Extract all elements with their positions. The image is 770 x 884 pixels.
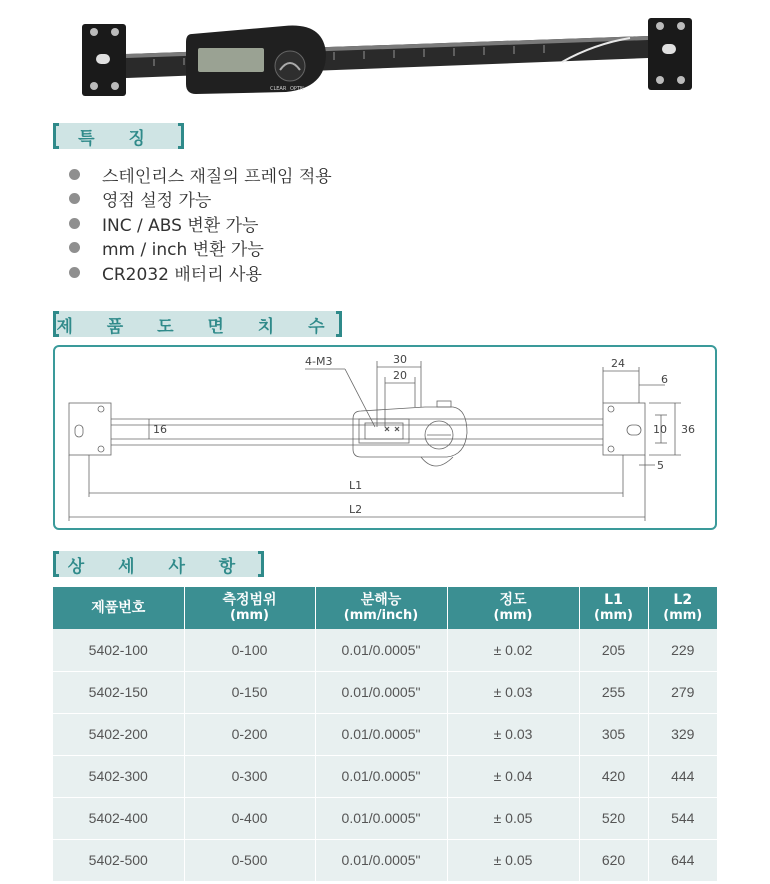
table-row: 5402-150 0-150 0.01/0.0005" ± 0.03 255 279 — [53, 671, 717, 713]
bullet-icon — [69, 193, 80, 204]
feature-item: CR2032 배터리 사용 — [64, 260, 332, 285]
spec-table-header — [53, 587, 717, 629]
feature-item: mm / inch 변환 가능 — [64, 236, 332, 261]
bullet-icon — [69, 242, 80, 253]
dim-24-label: 24 — [611, 357, 625, 370]
drawing-section-header — [53, 311, 342, 337]
dim-20-label: 20 — [393, 369, 407, 382]
svg-text:OPTN: OPTN — [290, 86, 304, 92]
table-row: 5402-500 0-500 0.01/0.0005" ± 0.05 620 644 — [53, 839, 717, 881]
dim-36-label: 36 — [681, 423, 695, 436]
col-l2: L2 (mm) — [648, 587, 717, 629]
col-model: 제품번호 — [53, 587, 184, 629]
dim-10-label: 10 — [653, 423, 667, 436]
dim-l1-label: L1 — [349, 479, 363, 492]
zero-button — [275, 51, 305, 81]
dim-5-label: 5 — [657, 459, 664, 472]
dimension-drawing — [55, 347, 715, 528]
col-range: 측정범위 (mm) — [184, 587, 315, 629]
features-title: 특 징 — [78, 128, 159, 149]
product-photo — [74, 14, 698, 100]
specs-section-header — [53, 551, 264, 577]
table-row: 5402-100 0-100 0.01/0.0005" ± 0.02 205 229 — [53, 629, 717, 671]
col-accuracy: 정도 (mm) — [447, 587, 579, 629]
drawing-title: 제 품 도 면 치 수 — [56, 316, 339, 337]
features-list — [64, 162, 332, 285]
bullet-icon — [69, 218, 80, 229]
dimension-drawing-frame — [53, 345, 717, 530]
dim-30-label: 30 — [393, 353, 407, 366]
col-resolution: 분해능 (mm/inch) — [315, 587, 447, 629]
bullet-icon — [69, 267, 80, 278]
table-row: 5402-200 0-200 0.01/0.0005" ± 0.03 305 329 — [53, 713, 717, 755]
features-section-header — [53, 123, 184, 149]
specs-title: 상 세 사 항 — [67, 556, 250, 577]
dim-16-label: 16 — [153, 423, 167, 436]
spec-table — [53, 587, 717, 882]
feature-item: 영점 설정 가능 — [64, 187, 332, 212]
lcd-display — [198, 48, 264, 72]
dim-6-label: 6 — [661, 373, 668, 386]
feature-item: INC / ABS 변환 가능 — [64, 211, 332, 236]
bullet-icon — [69, 169, 80, 180]
svg-text:CLEAR: CLEAR — [270, 86, 287, 92]
feature-item: 스테인리스 재질의 프레임 적용 — [64, 162, 332, 187]
table-row: 5402-400 0-400 0.01/0.0005" ± 0.05 520 544 — [53, 797, 717, 839]
table-row: 5402-300 0-300 0.01/0.0005" ± 0.04 420 444 — [53, 755, 717, 797]
col-l1: L1 (mm) — [579, 587, 648, 629]
dim-l2-label: L2 — [349, 503, 363, 516]
dim-screw-label: 4-M3 — [305, 355, 333, 368]
